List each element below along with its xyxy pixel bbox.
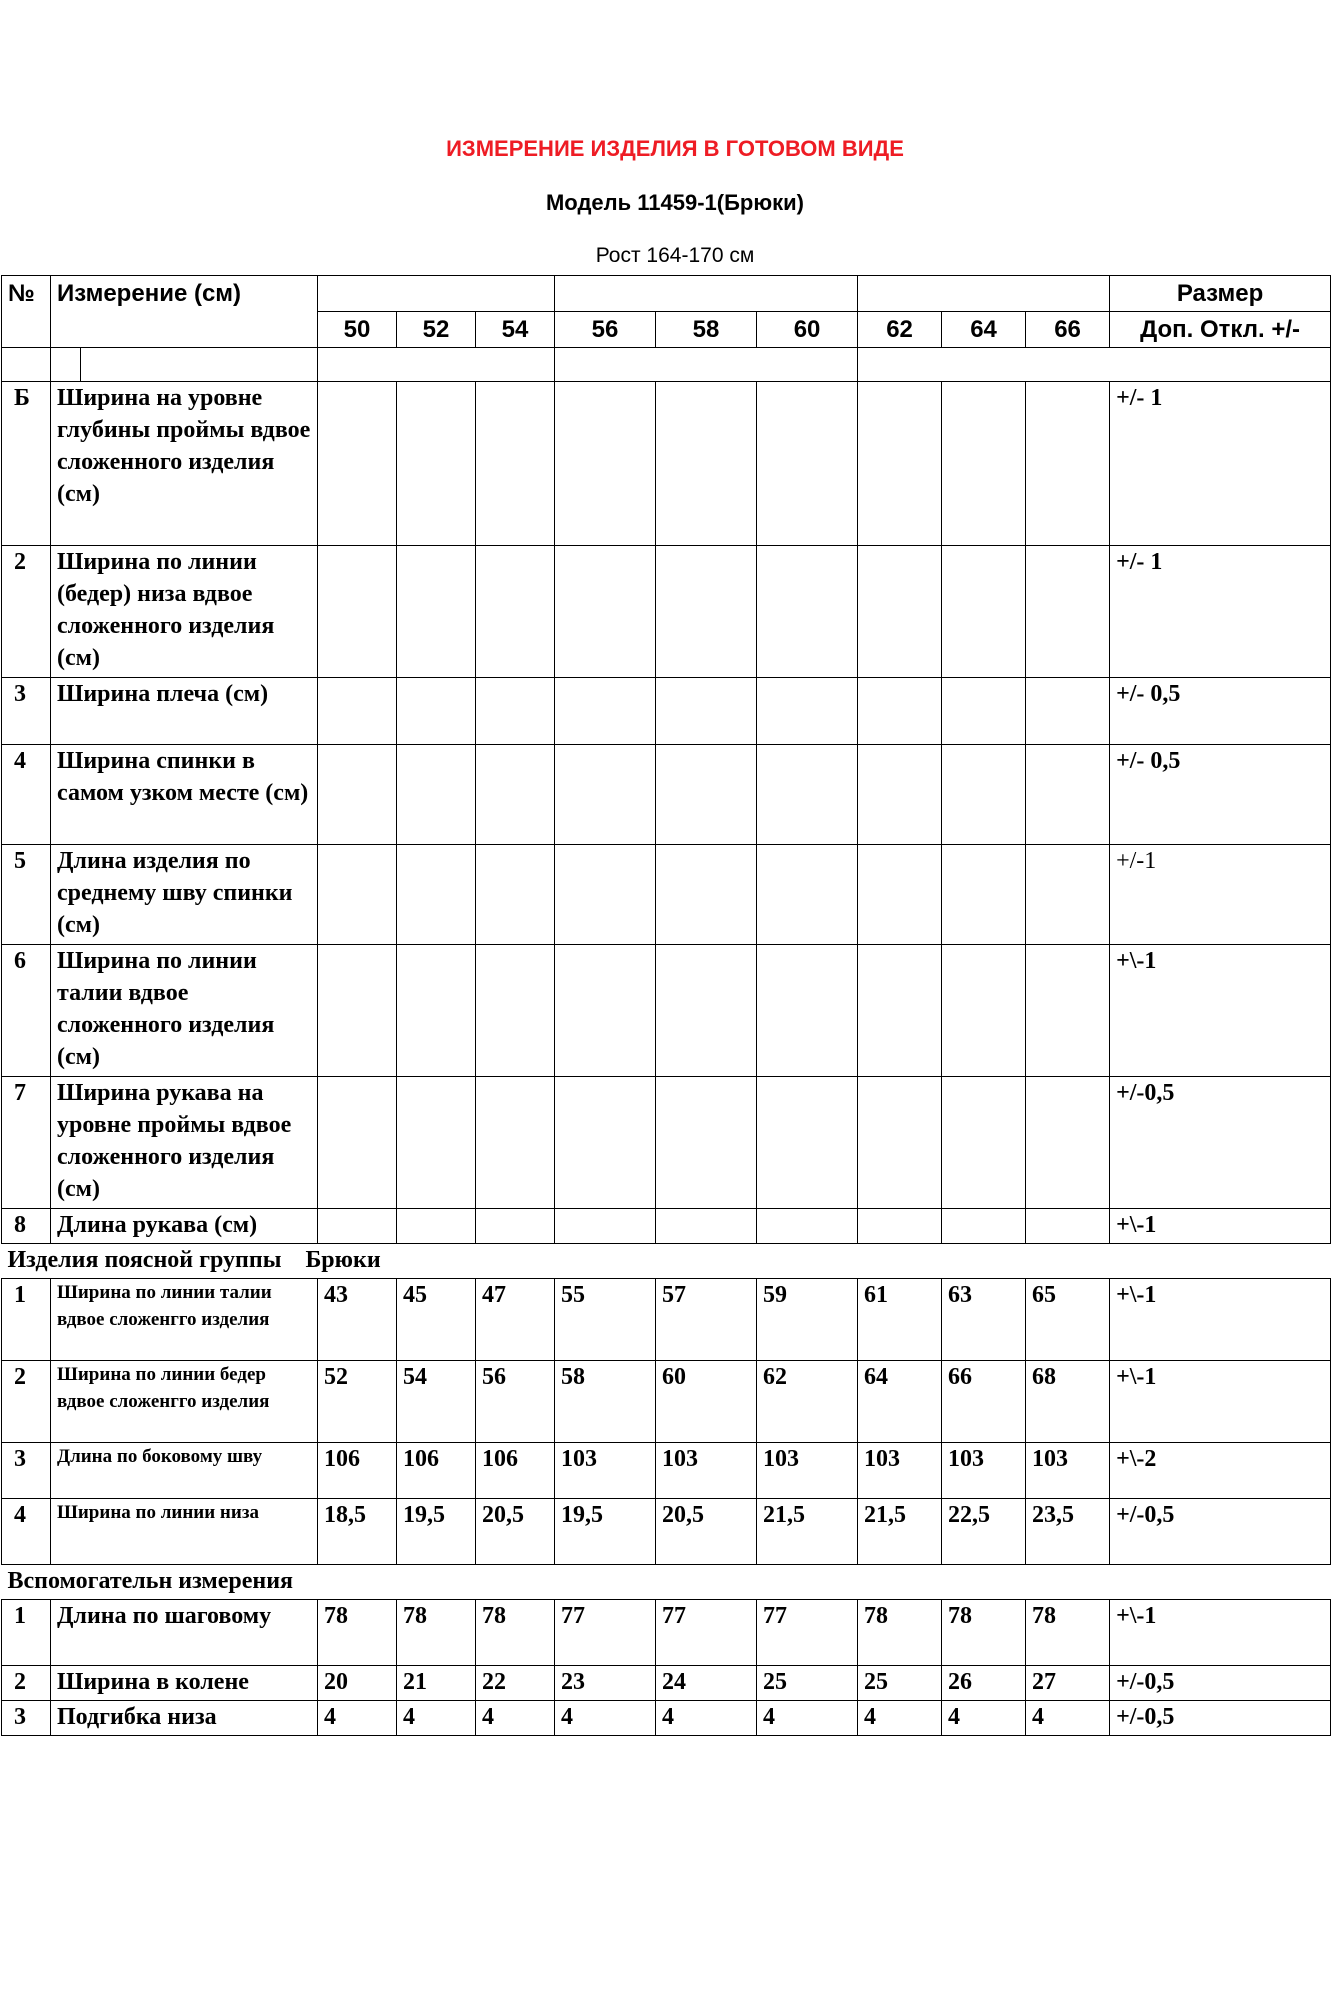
value-cell — [757, 845, 858, 945]
value-cell: 57 — [656, 1279, 757, 1361]
value-cell: 56 — [476, 1361, 555, 1443]
value-cell — [757, 678, 858, 745]
value-cell: 22,5 — [942, 1499, 1026, 1565]
tolerance-cell: +/- 0,5 — [1110, 745, 1331, 845]
tolerance-cell: +/- 1 — [1110, 382, 1331, 546]
value-cell — [656, 1209, 757, 1244]
value-cell — [1026, 945, 1110, 1077]
value-cell — [397, 546, 476, 678]
row-number: 3 — [2, 1701, 51, 1736]
value-cell: 4 — [555, 1701, 656, 1736]
value-cell: 21,5 — [858, 1499, 942, 1565]
measure-name: Длина изделия по среднему шву спинки (см) — [51, 845, 318, 945]
value-cell — [476, 745, 555, 845]
size-header: 54 — [476, 312, 555, 348]
value-cell — [656, 546, 757, 678]
value-cell — [656, 845, 757, 945]
value-cell — [318, 1209, 397, 1244]
value-cell: 26 — [942, 1666, 1026, 1701]
value-cell — [476, 845, 555, 945]
value-cell — [942, 745, 1026, 845]
value-cell — [397, 678, 476, 745]
value-cell — [476, 945, 555, 1077]
row-number: 8 — [2, 1209, 51, 1244]
value-cell: 66 — [942, 1361, 1026, 1443]
value-cell: 47 — [476, 1279, 555, 1361]
value-cell — [555, 382, 656, 546]
row-number: 3 — [2, 1443, 51, 1499]
value-cell: 23,5 — [1026, 1499, 1110, 1565]
value-cell: 78 — [942, 1600, 1026, 1666]
value-cell — [555, 1077, 656, 1209]
measure-name: Длина по шаговому — [51, 1600, 318, 1666]
value-cell — [858, 678, 942, 745]
value-cell — [555, 945, 656, 1077]
value-cell — [555, 546, 656, 678]
value-cell: 20,5 — [476, 1499, 555, 1565]
value-cell — [656, 1077, 757, 1209]
value-cell — [1026, 745, 1110, 845]
value-cell — [397, 1077, 476, 1209]
value-cell — [1026, 678, 1110, 745]
value-cell: 19,5 — [555, 1499, 656, 1565]
value-cell: 103 — [757, 1443, 858, 1499]
size-header: 64 — [942, 312, 1026, 348]
size-header: 66 — [1026, 312, 1110, 348]
value-cell — [318, 546, 397, 678]
size-group-header — [555, 276, 858, 312]
value-cell: 78 — [476, 1600, 555, 1666]
value-cell: 52 — [318, 1361, 397, 1443]
value-cell — [318, 1077, 397, 1209]
row-number: Б — [2, 382, 51, 546]
value-cell — [1026, 382, 1110, 546]
row-number: 2 — [2, 1361, 51, 1443]
spacer-cell — [858, 348, 1331, 382]
auxiliary-section — [2, 1565, 1331, 1736]
value-cell — [318, 678, 397, 745]
value-cell — [656, 745, 757, 845]
value-cell — [858, 745, 942, 845]
tolerance-cell: +\-2 — [1110, 1443, 1331, 1499]
size-header: 62 — [858, 312, 942, 348]
document-title: ИЗМЕРЕНИЕ ИЗДЕЛИЯ В ГОТОВОМ ВИДЕ — [446, 136, 904, 161]
tolerance-cell: +/-0,5 — [1110, 1499, 1331, 1565]
value-cell: 19,5 — [397, 1499, 476, 1565]
value-cell: 103 — [656, 1443, 757, 1499]
col-no-header: № — [2, 276, 51, 348]
value-cell — [757, 382, 858, 546]
measure-name: Ширина рукава на уровне проймы вдвое сложенного изделия (см) — [51, 1077, 318, 1209]
size-header: 50 — [318, 312, 397, 348]
measure-name: Длина рукава (см) — [51, 1209, 318, 1244]
value-cell — [858, 1209, 942, 1244]
value-cell: 54 — [397, 1361, 476, 1443]
value-cell: 4 — [1026, 1701, 1110, 1736]
value-cell: 55 — [555, 1279, 656, 1361]
value-cell — [318, 845, 397, 945]
value-cell — [942, 678, 1026, 745]
value-cell: 103 — [942, 1443, 1026, 1499]
value-cell: 77 — [656, 1600, 757, 1666]
tolerance-cell: +\-1 — [1110, 1361, 1331, 1443]
value-cell — [476, 678, 555, 745]
value-cell — [318, 382, 397, 546]
value-cell: 78 — [318, 1600, 397, 1666]
value-cell: 78 — [858, 1600, 942, 1666]
value-cell: 4 — [858, 1701, 942, 1736]
spacer-cell — [51, 348, 81, 382]
measure-name: Ширина на уровне глубины проймы вдвое сложенного изделия (см) — [51, 382, 318, 546]
value-cell — [1026, 1209, 1110, 1244]
value-cell: 58 — [555, 1361, 656, 1443]
col-measure-header: Измерение (см) — [51, 276, 318, 348]
value-cell — [397, 1209, 476, 1244]
value-cell — [942, 382, 1026, 546]
value-cell: 103 — [1026, 1443, 1110, 1499]
value-cell: 4 — [942, 1701, 1026, 1736]
tolerance-header: Доп. Откл. +/- — [1110, 312, 1331, 348]
waist-group-section — [2, 1244, 1331, 1565]
value-cell — [555, 845, 656, 945]
value-cell — [476, 1077, 555, 1209]
size-header: 58 — [656, 312, 757, 348]
value-cell — [942, 546, 1026, 678]
value-cell: 64 — [858, 1361, 942, 1443]
value-cell: 68 — [1026, 1361, 1110, 1443]
measure-name: Подгибка низа — [51, 1701, 318, 1736]
value-cell: 4 — [757, 1701, 858, 1736]
spacer-cell — [2, 348, 51, 382]
value-cell: 21,5 — [757, 1499, 858, 1565]
measure-name: Длина по боковому шву — [51, 1443, 318, 1499]
value-cell — [397, 845, 476, 945]
row-number: 7 — [2, 1077, 51, 1209]
row-number: 6 — [2, 945, 51, 1077]
value-cell: 18,5 — [318, 1499, 397, 1565]
value-cell: 63 — [942, 1279, 1026, 1361]
measure-name: Ширина в колене — [51, 1666, 318, 1701]
tolerance-cell: +/-0,5 — [1110, 1077, 1331, 1209]
section-title: Вспомогательн измерения — [2, 1565, 1331, 1600]
value-cell: 78 — [397, 1600, 476, 1666]
value-cell: 61 — [858, 1279, 942, 1361]
spacer-cell — [81, 348, 318, 382]
value-cell: 4 — [656, 1701, 757, 1736]
value-cell: 23 — [555, 1666, 656, 1701]
size-label-header: Размер — [1110, 276, 1331, 312]
measure-name: Ширина по линии (бедер) низа вдвое сложенного изделия (см) — [51, 546, 318, 678]
value-cell: 106 — [476, 1443, 555, 1499]
value-cell — [397, 745, 476, 845]
value-cell: 78 — [1026, 1600, 1110, 1666]
value-cell: 65 — [1026, 1279, 1110, 1361]
tolerance-cell: +/- 1 — [1110, 546, 1331, 678]
value-cell: 21 — [397, 1666, 476, 1701]
measure-name: Ширина по линии талии вдвое сложенгго изделия — [51, 1279, 318, 1361]
value-cell: 103 — [555, 1443, 656, 1499]
row-number: 4 — [2, 1499, 51, 1565]
value-cell — [858, 382, 942, 546]
value-cell — [656, 678, 757, 745]
value-cell: 24 — [656, 1666, 757, 1701]
value-cell: 25 — [757, 1666, 858, 1701]
value-cell — [318, 945, 397, 1077]
value-cell — [555, 1209, 656, 1244]
size-header: 52 — [397, 312, 476, 348]
value-cell: 60 — [656, 1361, 757, 1443]
value-cell — [757, 1077, 858, 1209]
value-cell — [476, 546, 555, 678]
row-number: 1 — [2, 1600, 51, 1666]
size-header: 56 — [555, 312, 656, 348]
value-cell — [757, 546, 858, 678]
table-header — [2, 276, 1331, 382]
row-number: 5 — [2, 845, 51, 945]
value-cell — [757, 1209, 858, 1244]
value-cell — [656, 945, 757, 1077]
value-cell — [942, 1209, 1026, 1244]
spacer-cell — [318, 348, 555, 382]
value-cell: 62 — [757, 1361, 858, 1443]
row-number: 3 — [2, 678, 51, 745]
value-cell: 45 — [397, 1279, 476, 1361]
row-number: 4 — [2, 745, 51, 845]
value-cell — [858, 945, 942, 1077]
value-cell: 103 — [858, 1443, 942, 1499]
value-cell: 27 — [1026, 1666, 1110, 1701]
measure-name: Ширина по линии талии вдвое сложенного изделия (см) — [51, 945, 318, 1077]
value-cell: 20,5 — [656, 1499, 757, 1565]
size-group-header — [858, 276, 1110, 312]
top-rows — [2, 382, 1331, 1244]
value-cell — [1026, 845, 1110, 945]
measurement-table — [1, 275, 1331, 1736]
tolerance-cell: +\-1 — [1110, 945, 1331, 1077]
measure-name: Ширина спинки в самом узком месте (см) — [51, 745, 318, 845]
value-cell: 4 — [318, 1701, 397, 1736]
value-cell — [397, 945, 476, 1077]
measure-name: Ширина плеча (см) — [51, 678, 318, 745]
value-cell: 4 — [476, 1701, 555, 1736]
value-cell — [757, 945, 858, 1077]
tolerance-cell: +\-1 — [1110, 1279, 1331, 1361]
value-cell — [1026, 1077, 1110, 1209]
value-cell — [555, 678, 656, 745]
value-cell: 106 — [397, 1443, 476, 1499]
value-cell: 25 — [858, 1666, 942, 1701]
value-cell: 43 — [318, 1279, 397, 1361]
tolerance-cell: +/- 0,5 — [1110, 678, 1331, 745]
value-cell — [656, 382, 757, 546]
value-cell — [318, 745, 397, 845]
section-title: Изделия поясной группы Брюки — [2, 1244, 1331, 1279]
value-cell — [555, 745, 656, 845]
row-number: 2 — [2, 1666, 51, 1701]
value-cell — [397, 382, 476, 546]
value-cell — [858, 546, 942, 678]
row-number: 1 — [2, 1279, 51, 1361]
model-name: Модель 11459-1(Брюки) — [545, 190, 805, 215]
measure-name: Ширина по линии бедер вдвое сложенгго изделия — [51, 1361, 318, 1443]
row-number: 2 — [2, 546, 51, 678]
value-cell — [942, 845, 1026, 945]
tolerance-cell: +/-0,5 — [1110, 1666, 1331, 1701]
value-cell: 77 — [757, 1600, 858, 1666]
tolerance-cell: +\-1 — [1110, 1209, 1331, 1244]
tolerance-cell: +/-0,5 — [1110, 1701, 1331, 1736]
height-range: Рост 164-170 см — [595, 244, 755, 267]
value-cell — [476, 1209, 555, 1244]
size-header: 60 — [757, 312, 858, 348]
value-cell — [942, 945, 1026, 1077]
value-cell — [942, 1077, 1026, 1209]
value-cell: 106 — [318, 1443, 397, 1499]
size-group-header — [318, 276, 555, 312]
value-cell: 77 — [555, 1600, 656, 1666]
value-cell: 59 — [757, 1279, 858, 1361]
value-cell: 4 — [397, 1701, 476, 1736]
tolerance-cell: +/-1 — [1110, 845, 1331, 945]
spacer-cell — [555, 348, 858, 382]
tolerance-cell: +\-1 — [1110, 1600, 1331, 1666]
value-cell — [858, 845, 942, 945]
value-cell — [757, 745, 858, 845]
value-cell: 22 — [476, 1666, 555, 1701]
value-cell — [858, 1077, 942, 1209]
value-cell: 20 — [318, 1666, 397, 1701]
value-cell — [1026, 546, 1110, 678]
measure-name: Ширина по линии низа — [51, 1499, 318, 1565]
value-cell — [476, 382, 555, 546]
